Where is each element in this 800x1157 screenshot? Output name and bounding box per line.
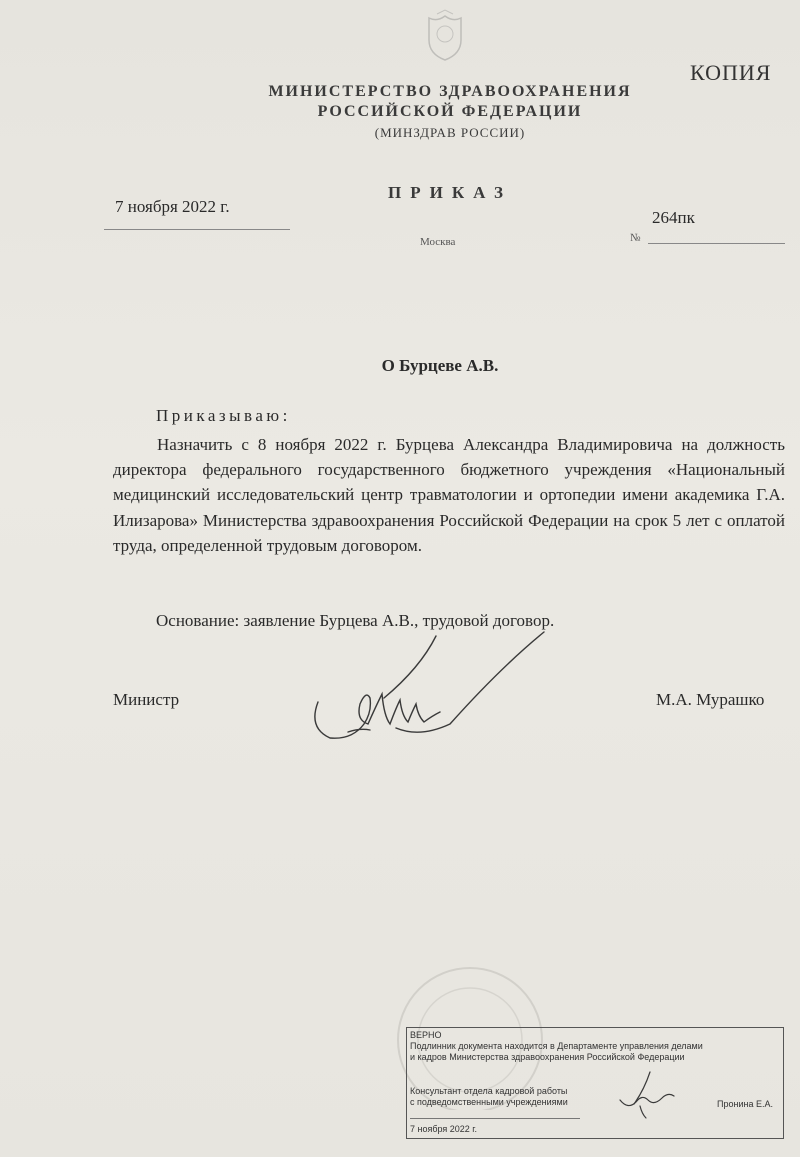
stamp-signature-icon xyxy=(610,1070,680,1120)
number-underline xyxy=(648,243,785,244)
order-date: 7 ноября 2022 г. xyxy=(115,197,230,216)
ministry-heading xyxy=(240,82,660,144)
order-word: Приказываю: xyxy=(156,406,291,425)
stamp-line-3: Консультант отдела кадровой работы xyxy=(410,1086,568,1096)
stamp-line-1: Подлинник документа находится в Департаменте управления делами xyxy=(410,1041,703,1051)
ministry-name-line1: МИНИСТЕРСТВО ЗДРАВООХРАНЕНИЯ xyxy=(268,83,632,100)
stamp-date: 7 ноября 2022 г. xyxy=(410,1124,477,1134)
stamp-signatory-name: Пронина Е.А. xyxy=(717,1099,773,1109)
ministry-short-name: (МИНЗДРАВ РОССИИ) xyxy=(374,125,526,140)
coat-of-arms-icon xyxy=(423,8,467,64)
copy-mark: КОПИЯ xyxy=(690,60,772,85)
order-body xyxy=(113,432,785,558)
signatory-position: Министр xyxy=(113,690,180,709)
date-underline xyxy=(104,229,290,230)
order-basis: Основание: заявление Бурцева А.В., трудовой договор. xyxy=(156,611,555,630)
stamp-line-2: и кадров Министерства здравоохранения Российской Федерации xyxy=(410,1052,685,1062)
stamp-date-underline xyxy=(410,1118,580,1119)
order-number: 264пк xyxy=(652,208,695,227)
signature-icon xyxy=(300,628,560,758)
certified-copy-stamp xyxy=(406,1027,784,1139)
ministry-name-line2: РОССИЙСКОЙ ФЕДЕРАЦИИ xyxy=(317,103,583,120)
city: Москва xyxy=(420,236,456,248)
signatory-name: М.А. Мурашко xyxy=(656,690,765,709)
stamp-title: ВЕРНО xyxy=(410,1030,442,1040)
order-subject: О Бурцеве А.В. xyxy=(381,356,499,375)
number-sign: № xyxy=(630,232,641,244)
order-paragraph: Назначить с 8 ноября 2022 г. Бурцева Александра Владимировича на должность директора федерального государственного бюджетного учреждения «Национальный медицинский исследовательский центр травматологии и ортопедии имени академика Г.А. Илизарова» Министерства здравоохранения Российской Федерации на срок 5 лет с оплатой труда, определенной трудовым договором. xyxy=(113,435,785,555)
stamp-line-4: с подведомственными учреждениями xyxy=(410,1097,568,1107)
document-type: ПРИКАЗ xyxy=(388,183,512,202)
